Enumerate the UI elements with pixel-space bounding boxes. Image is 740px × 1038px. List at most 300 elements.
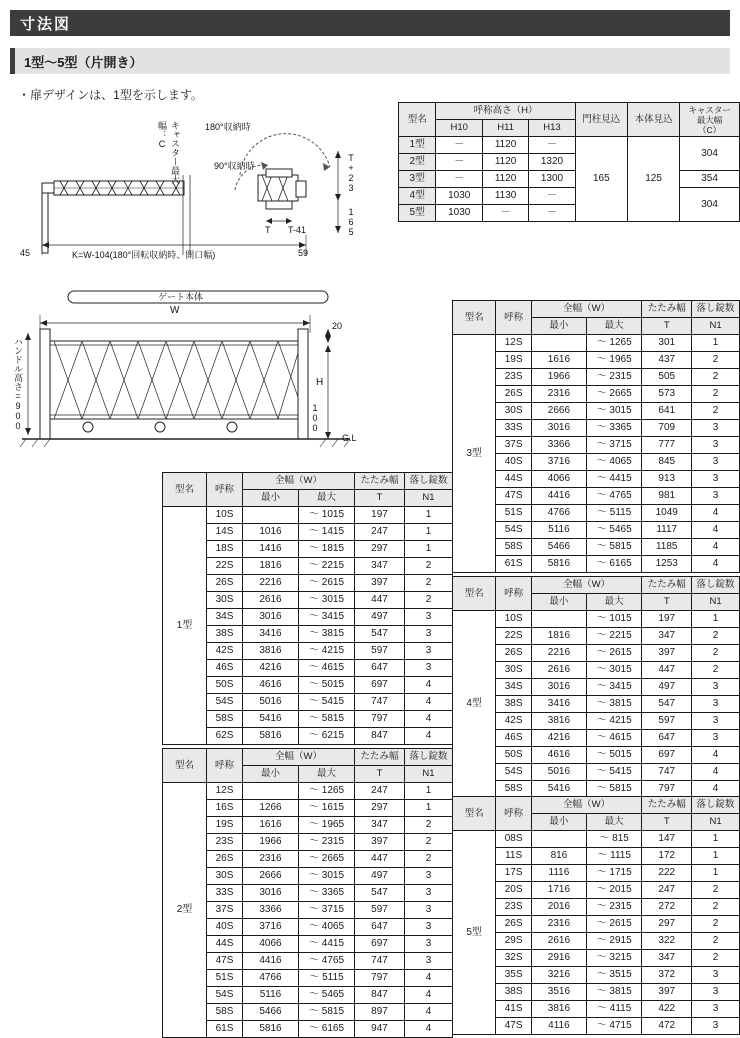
- table-row: [163, 609, 453, 626]
- cell-min: 3366: [243, 902, 299, 919]
- cell-fold: 641: [642, 403, 692, 420]
- cell-name: 30S: [496, 662, 532, 679]
- table-row: [453, 662, 740, 679]
- cell-lock: 2: [405, 592, 453, 609]
- cell-min: 3716: [531, 454, 586, 471]
- table-row: [163, 575, 453, 592]
- cell-min: 3366: [531, 437, 586, 454]
- cell-min: 2666: [243, 868, 299, 885]
- cell-min: 1616: [531, 352, 586, 369]
- cell-lock: 1: [692, 831, 740, 848]
- label-45: 45: [20, 248, 31, 258]
- cell-fold: 437: [642, 352, 692, 369]
- cell-min: 3416: [531, 696, 586, 713]
- cell-min: 1266: [243, 800, 299, 817]
- page-title: [10, 10, 730, 36]
- table-row: [453, 848, 740, 865]
- cell-type: 1型: [163, 507, 207, 745]
- table-row: [163, 919, 453, 936]
- cell-fold: 847: [355, 728, 405, 745]
- cell-lock: 4: [692, 539, 740, 556]
- type5-spec-table: [452, 796, 740, 1035]
- cell-min: 1116: [531, 865, 586, 882]
- cell-fold: 505: [642, 369, 692, 386]
- th-h13: H13: [529, 120, 575, 137]
- th-name: 呼称: [496, 797, 532, 831]
- cell-min: 1816: [243, 558, 299, 575]
- cell-type: 3型: [453, 335, 496, 573]
- cell-name: 16S: [207, 800, 243, 817]
- th-fold-t: T: [355, 490, 405, 507]
- cell-max: ～ 5815: [586, 781, 641, 798]
- cell-name: 30S: [496, 403, 532, 420]
- cell-name: 47S: [207, 953, 243, 970]
- cell-caster-1: 304: [680, 137, 740, 171]
- th-h10: H10: [436, 120, 482, 137]
- cell-fold: 1253: [642, 556, 692, 573]
- cell-name: 10S: [207, 507, 243, 524]
- table-row: [453, 1018, 740, 1035]
- table-row: [399, 137, 740, 154]
- cell-name: 44S: [207, 936, 243, 953]
- table-row: [163, 851, 453, 868]
- table-row: [163, 558, 453, 575]
- cell-lock: 3: [692, 984, 740, 1001]
- cell-name: 34S: [207, 609, 243, 626]
- cell-fold: 777: [642, 437, 692, 454]
- cell-max: ～ 3815: [299, 626, 355, 643]
- th-name: 呼称: [207, 749, 243, 783]
- cell-max: ～ 1415: [299, 524, 355, 541]
- cell-lock: 3: [405, 885, 453, 902]
- cell-fold: 447: [355, 851, 405, 868]
- cell-max: ～ 4615: [299, 660, 355, 677]
- cell-name: 58S: [496, 539, 532, 556]
- cell-lock: 1: [405, 524, 453, 541]
- label-caster-width: キャスター最大幅：C: [157, 121, 180, 184]
- th-width-group: 全幅（W）: [531, 301, 641, 318]
- cell-h13: －: [529, 137, 575, 154]
- table-row: [453, 420, 740, 437]
- cell-fold: 347: [642, 628, 692, 645]
- cell-max: ～ 1265: [299, 783, 355, 800]
- th-min: 最小: [531, 814, 586, 831]
- table-row: [163, 885, 453, 902]
- table-row: [453, 730, 740, 747]
- cell-name: 10S: [496, 611, 532, 628]
- cell-name: 61S: [496, 556, 532, 573]
- label-h: H: [316, 377, 324, 388]
- th-width-group: 全幅（W）: [243, 749, 355, 766]
- table-row: [453, 488, 740, 505]
- cell-lock: 2: [692, 369, 740, 386]
- table-row: [163, 711, 453, 728]
- cell-lock: 3: [692, 471, 740, 488]
- th-fold: たたみ幅: [642, 301, 692, 318]
- table-row: [163, 728, 453, 745]
- cell-name: 22S: [496, 628, 532, 645]
- cell-lock: 3: [692, 696, 740, 713]
- cell-name: 47S: [496, 488, 532, 505]
- table-row: [163, 953, 453, 970]
- type3-table-block: [452, 300, 740, 573]
- cell-name: 19S: [496, 352, 532, 369]
- cell-fold: 547: [355, 626, 405, 643]
- table-row: [453, 471, 740, 488]
- cell-fold: 347: [355, 558, 405, 575]
- cell-fold: 322: [642, 933, 692, 950]
- cell-name: 58S: [207, 1004, 243, 1021]
- cell-min: 4116: [531, 1018, 586, 1035]
- th-fold-t: T: [355, 766, 405, 783]
- cell-name: 26S: [496, 916, 532, 933]
- th-lock-n1: N1: [692, 814, 740, 831]
- table-row: [453, 556, 740, 573]
- cell-fold: 547: [642, 696, 692, 713]
- table-row: [453, 454, 740, 471]
- cell-name: 19S: [207, 817, 243, 834]
- cell-min: 5416: [531, 781, 586, 798]
- cell-lock: 4: [692, 764, 740, 781]
- cell-max: ～ 4215: [586, 713, 641, 730]
- type3-spec-table: [452, 300, 740, 573]
- cell-lock: 1: [405, 541, 453, 558]
- label-gate-body: ゲート本体: [158, 292, 204, 302]
- cell-min: 4416: [243, 953, 299, 970]
- type2-table-block: [162, 748, 453, 1038]
- table-row: [163, 643, 453, 660]
- cell-max: ～ 4765: [299, 953, 355, 970]
- th-type: 型名: [453, 301, 496, 335]
- cell-type: 2型: [163, 783, 207, 1038]
- cell-min: 4616: [531, 747, 586, 764]
- top-plan-illustration: [20, 115, 390, 270]
- cell-fold: 497: [642, 679, 692, 696]
- page-title-text: 寸法図: [20, 15, 72, 33]
- cell-h10: 1030: [436, 188, 482, 205]
- table-row: [453, 984, 740, 1001]
- table-row: [453, 865, 740, 882]
- cell-name: 34S: [496, 679, 532, 696]
- cell-lock: 3: [405, 643, 453, 660]
- th-width-group: 全幅（W）: [531, 577, 641, 594]
- cell-fold: 397: [642, 984, 692, 1001]
- cell-name: 54S: [207, 987, 243, 1004]
- cell-lock: 2: [692, 899, 740, 916]
- label-100: 100: [310, 403, 320, 433]
- cell-fold: 347: [355, 817, 405, 834]
- cell-lock: 3: [692, 488, 740, 505]
- cell-max: ～ 3815: [586, 984, 641, 1001]
- th-lock: 落し錠数: [692, 301, 740, 318]
- cell-min: 1816: [531, 628, 586, 645]
- cell-lock: 2: [692, 386, 740, 403]
- cell-name: 46S: [496, 730, 532, 747]
- cell-max: ～ 3015: [586, 662, 641, 679]
- cell-fold: 913: [642, 471, 692, 488]
- cell-type: 3型: [399, 171, 436, 188]
- cell-name: 38S: [496, 696, 532, 713]
- cell-h10: －: [436, 154, 482, 171]
- cell-fold: 247: [355, 524, 405, 541]
- cell-fold: 222: [642, 865, 692, 882]
- th-type: 型名: [399, 103, 436, 137]
- cell-lock: 4: [405, 677, 453, 694]
- cell-name: 35S: [496, 967, 532, 984]
- type5-table-block: [452, 796, 740, 1035]
- cell-min: 5816: [243, 1021, 299, 1038]
- cell-lock: 3: [692, 679, 740, 696]
- cell-min: 3816: [243, 643, 299, 660]
- cell-lock: 2: [405, 817, 453, 834]
- cell-fold: 597: [355, 902, 405, 919]
- cell-lock: 1: [692, 335, 740, 352]
- cell-max: ～ 1965: [299, 817, 355, 834]
- cell-fold: 597: [642, 713, 692, 730]
- cell-min: [243, 783, 299, 800]
- cell-lock: 3: [692, 454, 740, 471]
- cell-max: ～ 1015: [299, 507, 355, 524]
- cell-min: 3016: [243, 885, 299, 902]
- cell-lock: 3: [692, 437, 740, 454]
- cell-min: 2666: [531, 403, 586, 420]
- cell-min: 3416: [243, 626, 299, 643]
- table-row: [163, 1021, 453, 1038]
- cell-lock: 4: [405, 1021, 453, 1038]
- cell-h11: 1120: [482, 171, 528, 188]
- cell-name: 51S: [207, 970, 243, 987]
- table-row: [453, 539, 740, 556]
- cell-min: 4416: [531, 488, 586, 505]
- cell-body-depth: 125: [627, 137, 679, 222]
- cell-min: 3216: [531, 967, 586, 984]
- cell-fold: 247: [642, 882, 692, 899]
- cell-max: ～ 5415: [586, 764, 641, 781]
- cell-max: ～ 1715: [586, 865, 641, 882]
- cell-lock: 4: [405, 970, 453, 987]
- table-row: [453, 437, 740, 454]
- cell-type: 5型: [453, 831, 496, 1035]
- cell-lock: 3: [405, 868, 453, 885]
- cell-fold: 297: [642, 916, 692, 933]
- table-row: [453, 747, 740, 764]
- cell-min: 2316: [243, 851, 299, 868]
- label-w: W: [170, 305, 180, 316]
- cell-fold: 847: [355, 987, 405, 1004]
- cell-lock: 4: [692, 781, 740, 798]
- table-row: [163, 507, 453, 524]
- cell-h13: 1320: [529, 154, 575, 171]
- table-row: [453, 645, 740, 662]
- cell-name: 26S: [496, 645, 532, 662]
- cell-lock: 1: [692, 611, 740, 628]
- cell-min: 3816: [531, 1001, 586, 1018]
- type1-spec-table: [162, 472, 453, 745]
- cell-min: 2216: [531, 645, 586, 662]
- cell-fold: 1117: [642, 522, 692, 539]
- cell-max: ～ 5115: [299, 970, 355, 987]
- th-lock: 落し錠数: [692, 797, 740, 814]
- label-handle-height: ハンドル高さ=900: [13, 337, 23, 431]
- cell-name: 30S: [207, 592, 243, 609]
- cell-h13: 1300: [529, 171, 575, 188]
- th-h11: H11: [482, 120, 528, 137]
- cell-lock: 2: [692, 950, 740, 967]
- label-20: 20: [332, 321, 343, 331]
- cell-max: ～ 4715: [586, 1018, 641, 1035]
- label-t-plus-23: T+23: [346, 153, 356, 193]
- table-row: [453, 916, 740, 933]
- cell-min: 2916: [531, 950, 586, 967]
- cell-lock: 1: [692, 848, 740, 865]
- cell-min: [531, 611, 586, 628]
- cell-fold: 597: [355, 643, 405, 660]
- cell-max: ～ 2015: [586, 882, 641, 899]
- th-name: 呼称: [207, 473, 243, 507]
- cell-max: ～ 2665: [299, 851, 355, 868]
- cell-name: 33S: [207, 885, 243, 902]
- table-row: [399, 188, 740, 205]
- cell-name: 12S: [207, 783, 243, 800]
- table-row: [453, 1001, 740, 1018]
- cell-name: 38S: [207, 626, 243, 643]
- cell-min: 1716: [531, 882, 586, 899]
- cell-max: ～ 1815: [299, 541, 355, 558]
- cell-min: 5816: [531, 556, 586, 573]
- cell-lock: 4: [405, 694, 453, 711]
- th-lock: 落し錠数: [405, 749, 453, 766]
- cell-fold: 981: [642, 488, 692, 505]
- type4-spec-table: [452, 576, 740, 798]
- cell-min: 2616: [531, 933, 586, 950]
- cell-lock: 2: [405, 575, 453, 592]
- cell-min: 5116: [243, 987, 299, 1004]
- cell-caster-2: 354: [680, 171, 740, 188]
- th-fold-t: T: [642, 594, 692, 611]
- cell-name: 12S: [496, 335, 532, 352]
- cell-max: ～ 4615: [586, 730, 641, 747]
- cell-fold: 397: [355, 834, 405, 851]
- cell-min: 1966: [531, 369, 586, 386]
- cell-max: ～ 4215: [299, 643, 355, 660]
- cell-lock: 2: [405, 851, 453, 868]
- cell-name: 20S: [496, 882, 532, 899]
- cell-min: 4216: [531, 730, 586, 747]
- cell-lock: 4: [692, 556, 740, 573]
- cell-min: 4216: [243, 660, 299, 677]
- cell-lock: 4: [692, 522, 740, 539]
- cell-fold: 947: [355, 1021, 405, 1038]
- cell-h11: 1130: [482, 188, 528, 205]
- cell-name: 50S: [496, 747, 532, 764]
- cell-fold: 422: [642, 1001, 692, 1018]
- cell-min: 5016: [243, 694, 299, 711]
- cell-min: 2316: [531, 916, 586, 933]
- th-type: 型名: [453, 797, 496, 831]
- cell-fold: 497: [355, 609, 405, 626]
- cell-name: 38S: [496, 984, 532, 1001]
- cell-lock: 1: [692, 865, 740, 882]
- cell-name: 40S: [496, 454, 532, 471]
- cell-name: 54S: [496, 764, 532, 781]
- cell-type: 1型: [399, 137, 436, 154]
- cell-lock: 3: [405, 936, 453, 953]
- table-row: [453, 882, 740, 899]
- table-row: [453, 505, 740, 522]
- label-180-storage: 180°収納時: [205, 122, 251, 132]
- cell-max: ～ 5015: [299, 677, 355, 694]
- cell-min: [243, 507, 299, 524]
- cell-h13: －: [529, 188, 575, 205]
- cell-name: 46S: [207, 660, 243, 677]
- cell-lock: 2: [692, 645, 740, 662]
- cell-lock: 3: [692, 713, 740, 730]
- cell-fold: 272: [642, 899, 692, 916]
- cell-max: ～ 5815: [586, 539, 641, 556]
- table-row: [453, 899, 740, 916]
- cell-max: ～ 3415: [299, 609, 355, 626]
- cell-min: [531, 831, 586, 848]
- cell-max: ～ 3815: [586, 696, 641, 713]
- cell-min: 4066: [531, 471, 586, 488]
- table-row: [453, 831, 740, 848]
- cell-h11: 1120: [482, 137, 528, 154]
- th-width-group: 全幅（W）: [531, 797, 641, 814]
- cell-fold: 497: [355, 868, 405, 885]
- cell-max: ～ 3365: [586, 420, 641, 437]
- cell-min: 1416: [243, 541, 299, 558]
- cell-lock: 3: [692, 730, 740, 747]
- cell-max: ～ 6165: [586, 556, 641, 573]
- cell-lock: 2: [692, 662, 740, 679]
- table-row: [453, 611, 740, 628]
- label-59: 59: [298, 248, 309, 258]
- cell-name: 40S: [207, 919, 243, 936]
- type1-table-block: [162, 472, 453, 745]
- cell-fold: 447: [642, 662, 692, 679]
- cell-max: ～ 4415: [586, 471, 641, 488]
- cell-lock: 2: [405, 834, 453, 851]
- cell-lock: 3: [405, 953, 453, 970]
- cell-max: ～ 3515: [586, 967, 641, 984]
- cell-name: 14S: [207, 524, 243, 541]
- table-row: [453, 386, 740, 403]
- cell-name: 42S: [496, 713, 532, 730]
- cell-name: 50S: [207, 677, 243, 694]
- label-165: 165: [346, 207, 356, 237]
- table-row: [453, 781, 740, 798]
- cell-min: 2616: [531, 662, 586, 679]
- cell-lock: 3: [405, 902, 453, 919]
- table-row: [453, 522, 740, 539]
- cell-name: 26S: [207, 851, 243, 868]
- cell-caster-3: 304: [680, 188, 740, 222]
- th-lock: 落し錠数: [692, 577, 740, 594]
- cell-max: ～ 3015: [586, 403, 641, 420]
- cell-fold: 845: [642, 454, 692, 471]
- cell-min: 4766: [243, 970, 299, 987]
- cell-name: 08S: [496, 831, 532, 848]
- label-t-minus-41: T-41: [288, 225, 307, 235]
- cell-max: ～ 2315: [586, 899, 641, 916]
- cell-max: ～ 3215: [586, 950, 641, 967]
- cell-fold: 297: [355, 800, 405, 817]
- cell-h10: 1030: [436, 205, 482, 222]
- cell-min: 2316: [531, 386, 586, 403]
- cell-max: ～ 815: [586, 831, 641, 848]
- th-height-group: 呼称高さ（H）: [436, 103, 575, 120]
- cell-type: 2型: [399, 154, 436, 171]
